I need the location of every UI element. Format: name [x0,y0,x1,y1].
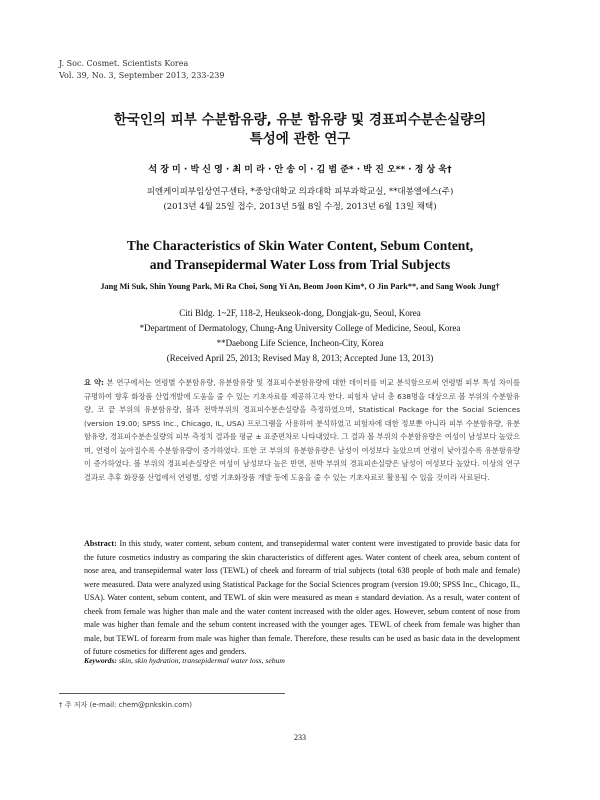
korean-affiliation: 피엔케이피부임상연구센타, *중앙대학교 의과대학 피부과학교실, **대봉엘에스(주) [146,187,454,197]
korean-affiliations [40,185,560,215]
english-dates: (Received April 25, 2013; Revised May 8, 2013; Accepted June 13, 2013) [166,353,434,363]
english-title-line1: The Characteristics of Skin Water Content, Sebum Content, [126,238,474,253]
corresponding-author-footnote: † 주 저자 (e-mail: chem@pnkskin.com) [59,701,192,709]
keywords [84,656,285,665]
english-abstract-label: Abstract: [84,539,117,548]
english-title-line2: and Transepidermal Water Loss from Trial Subjects [149,257,451,272]
journal-header [59,58,225,82]
english-affiliation-2: *Department of Dermatology, Chung-Ang University College of Medicine, Seoul, Korea [139,323,461,333]
english-affiliation-1: Citi Bldg. 1~2F, 118-2, Heukseok-dong, Dongjak-gu, Seoul, Korea [179,308,421,318]
korean-authors: 석 장 미 · 박 신 영 · 최 미 라 · 안 송 이 · 김 범 준* · 박 진 오** · 정 상 욱† [148,165,452,175]
korean-abstract-label: 요 약: [84,378,104,387]
korean-dates: (2013년 4월 25일 접수, 2013년 5월 8일 수정, 2013년 6월 13일 채택) [163,202,437,212]
korean-abstract [84,376,520,484]
footnote-divider [59,693,285,694]
english-affiliation-3: **Daebong Life Science, Incheon-City, Korea [216,338,384,348]
journal-name: J. Soc. Cosmet. Scientists Korea [59,59,189,68]
english-authors: Jang Mi Suk, Shin Young Park, Mi Ra Choi, Song Yi An, Beom Joon Kim*, O Jin Park**, and Sang Wook Jung† [100,282,500,291]
english-abstract [84,537,520,659]
korean-abstract-text: 본 연구에서는 연령별 수분함유량, 유분함유량 및 경표피수분함유량에 대한 데이터를 비교 분석함으로써 연령별 피부 특성 차이를 규명하여 향후 화장품 산업개발에 도움을 줄 수 있는 기초자료를 제공하고자 한다. 피험자 남녀 총 638명을 대상으로 볼 부위의 수분함유량, 코 끝 부위의 유분함유량, 볼과 전박부위의 경표피수분손실량을 측정하였으며, Statistical Package for the Social Sciences (version 19.00; SPSS Inc., Chicago, IL, USA) 프로그램을 사용하여 분석하였고 피험자에 대한 정보뿐 아니라 피부 수분함유량, 유분함유량, 경표피수분손실량의 피부 측정치 결과를 평균 ± 표준편차로 나타내었다. 그 결과 볼 부위의 수분함유량은 여성이 남성보다 높았으며, 연령이 높아질수록 수분함유량이 증가하였다. 또한 코 부위의 유분함유량은 남성이 여성보다 높았으며 연령이 낮아질수록 유분함유량이 증가하였다. 볼 부위의 경표피손실량은 여성이 남성보다 높은 반면, 전박 부위의 경표피손실량은 남성이 여성보다 높았다. 이상의 연구 결과로 추후 화장품 산업에서 연령별, 성별 기초화장품 개발 등에 도움을 줄 수 있는 기초자료로 활용될 수 있을 것이라 사료된다. [84,378,521,482]
keywords-text: skin, skin hydration, transepidermal water loss, sebum [118,656,285,665]
keywords-label: Keywords: [84,656,117,665]
english-title [40,236,560,274]
english-affiliations [40,306,560,366]
journal-volume: Vol. 39, No. 3, September 2013, 233-239 [59,71,225,80]
korean-title [40,111,560,149]
english-abstract-text: In this study, water content, sebum content, and transepidermal water content were investigated to provide basic data for the future cosmetics industry as comparing the skin characteristics of different ages. Water content of cheek area, sebum content of nose area, and transepidermal water loss (TEWL) of cheek and forearm of trial subjects (total 638 people of both male and female) were measured. Data were analyzed using Statistical Package for the Social Sciences program (version 19.00; SPSS Inc., Chicago, IL, USA). Water content, sebum content, and TEWL of skin were measured as mean ± standard deviation. As a result, water content of cheek from female was higher than male and the water content increased with the older ages. However, sebum content of nose from male was higher than female and the sebum content increased with the younger ages. TEWL of cheek from female was higher than male, but TEWL of forearm from male was higher than female. Therefore, these results can be used as basic data in the development of future cosmetics for different ages and genders. [84,539,520,656]
page-number: 233 [294,733,306,742]
korean-title-line2: 특성에 관한 연구 [249,131,351,147]
korean-title-line1: 한국인의 피부 수분함유량, 유분 함유량 및 경표피수분손실량의 [113,112,487,128]
